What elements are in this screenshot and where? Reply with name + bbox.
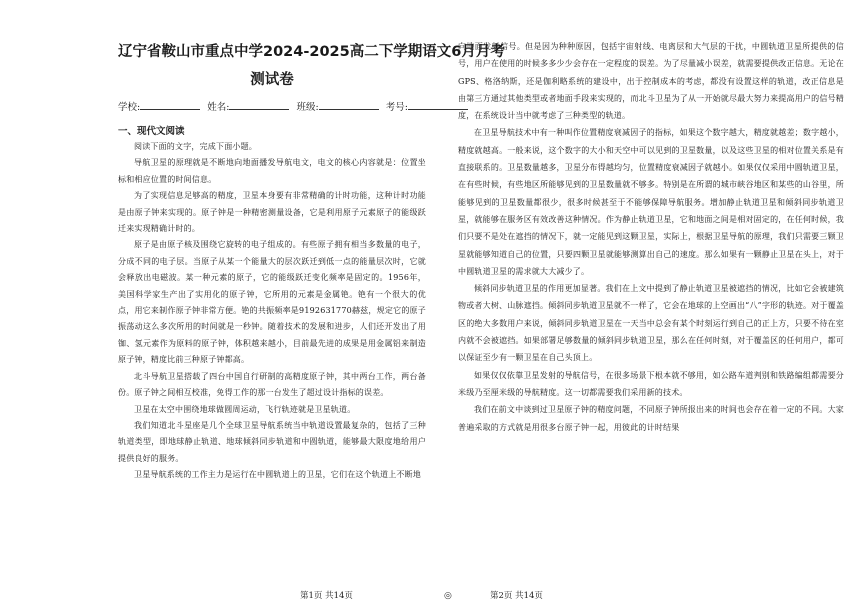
paragraph: 如果仅仅依靠卫星发射的导航信号，在很多场景下根本就不够用，如公路车道判别和铁路编组都需要分米级乃至厘米级的导航精度。这一切都需要我们采用新的技术。 [458, 370, 844, 397]
exam-no-label: 考号: [385, 102, 408, 113]
name-blank[interactable] [229, 100, 289, 110]
paragraph: 导航卫星的原理就是不断地向地面播发导航电文，电文的核心内容就是：位置坐标和相应位置的时间信息。 [118, 158, 426, 184]
paragraph: 倾斜同步轨道卫星的作用更加显著。我们在上文中提到了静止轨道卫星被遮挡的情况，比如它会被建筑物或者大树、山脉遮挡。倾斜同步轨道卫星就不一样了，它会在地球的上空画出“八”字形的轨迹。对于覆盖区的绝大多数用户来说，倾斜同步轨道卫星在一天当中总会有某个时刻运行到自己的正上方，只要不待在室内就不会被遮挡。如果部署足够数量的倾斜同步轨道卫星，那么在任何时刻，对于覆盖区的任何用户，都可以保证至少有一颗卫星在自己头顶上。 [458, 284, 844, 363]
school-label: 学校: [118, 102, 141, 113]
paragraph: 我们在前文中谈到过卫星原子钟的精度问题，不同原子钟所报出来的时间也会存在着一定的不同。大家普遍采取的方式就是用很多台原子钟一起，用彼此的计时结果 [458, 405, 844, 432]
paragraph: 原子是由原子核及围绕它旋转的电子组成的。有些原子拥有相当多数量的电子，分成不同的电子层。当原子从某一个能量大的层次跃迁到低一点的能量层次时，它就会释放出电磁波。某一种元素的原子，它的能级跃迁变化频率是固定的。1956年，美国科学家生产出了实用化的原子钟，它所用的元素是金属铯。铯有一个很大的优点，用它来制作原子钟非常方便。铯的共振频率是9192631770赫兹，规定它的原子振荡动这么多次所用的时间就是一秒钟。随着技术的发展和进步，人们还开发出了用铷、氢元素作为原料的原子钟，体积越来越小，目前最先进的成果是用金属铝来制造原子钟，精度比前三种原子钟都高。 [118, 240, 426, 365]
paragraph: 我们知道北斗星座是几个全球卫星导航系统当中轨道设置最复杂的，包括了三种轨道类型，即地球静止轨道、地球倾斜同步轨道和中圆轨道，能够最大限度地给用户提供良好的服务。 [118, 420, 426, 463]
paragraph: 为了实现信息足够高的精度，卫星本身要有非常精确的计时功能，这种计时功能是由原子钟来实现的。原子钟是一种精密测量设备，它是利用原子元素原子的能级跃迁来实现精确计时的。 [118, 191, 426, 234]
student-info-fields [118, 99, 426, 113]
page-number-left: 第1页 共14页 [300, 591, 353, 601]
class-label: 班级: [296, 102, 319, 113]
page-number-right: 第2页 共14页 [490, 591, 543, 601]
school-blank[interactable] [140, 100, 200, 110]
binding-circle-icon: ◎ [444, 591, 452, 601]
class-blank[interactable] [319, 100, 379, 110]
page-right [448, 0, 860, 607]
name-label: 姓名: [207, 102, 230, 113]
document-title: 辽宁省鞍山市重点中学2024-2025高二下学期语文6月月考 [118, 44, 505, 60]
section-heading: 一、现代文阅读 [118, 126, 185, 137]
paragraph: 阅读下面的文字，完成下面小题。 [134, 142, 257, 151]
document-title-cont: 测试卷 [250, 72, 294, 88]
paragraph: 卫星导航系统的工作主力是运行在中圆轨道上的卫星，它们在这个轨道上不断地 [134, 470, 421, 480]
paragraph: 向地面发射信号。但是因为种种原因，包括宇宙射线、电离层和大气层的干扰，中圆轨道卫星所提供的信号，用户在使用的时候多多少少会存在一定程度的误差。为了尽量减小误差，就需要提供改正信息。无论在GPS、格洛纳斯，还是伽利略系统的建设中，出于控制成本的考虑，都没有设置这样的轨道，改正信息是由第三方通过其他类型或者地面手段来实现的，而北斗卫星为了从一开始就尽最大努力来提高用户的信号精度，在系统设计当中就考虑了三种类型的轨道。 [458, 42, 844, 121]
paragraph: 北斗导航卫星搭载了四台中国自行研制的高精度原子钟，其中两台工作，两台备份。原子钟之间相互校准，免得工作的那一台发生了超过设计指标的误差。 [118, 371, 426, 398]
paragraph: 在卫星导航技术中有一种叫作位置精度衰减因子的指标，如果这个数字越大，精度就越差；数字越小，精度就越高。一般来说，这个数字的大小和天空中可以见到的卫星数量，以及这些卫星的相对位置关系是有直接联系的。卫星数量越多，卫星分布得越均匀，位置精度衰减因子就越小。如果仅仅采用中圆轨道卫星，在有些时候，有些地区所能够见到的卫星数量就不够多。特别是在所谓的城市峡谷地区和某些的山谷里，所能够见到的卫星数量都很少，很多时候甚至于不能够保障导航服务。增加静止轨道卫星和倾斜同步轨道卫星，就能够在服务区有效改善这种情况。作为静止轨道卫星，它和地面之间是相对固定的，在任何时候，我们只要不是处在遮挡的情况下，就一定能见到这颗卫星，实际上，根据卫星导航的原理，我们只需要三颗卫星就能够知道自己的位置，只要四颗卫星就能够测算出自己的速度。那么如果有一颗静止卫星在头上，对于中圆轨道卫星的需求就大大减少了。 [458, 128, 844, 276]
paragraph: 卫星在太空中围绕地球做圆周运动，飞行轨迹就是卫星轨道。 [134, 404, 356, 414]
